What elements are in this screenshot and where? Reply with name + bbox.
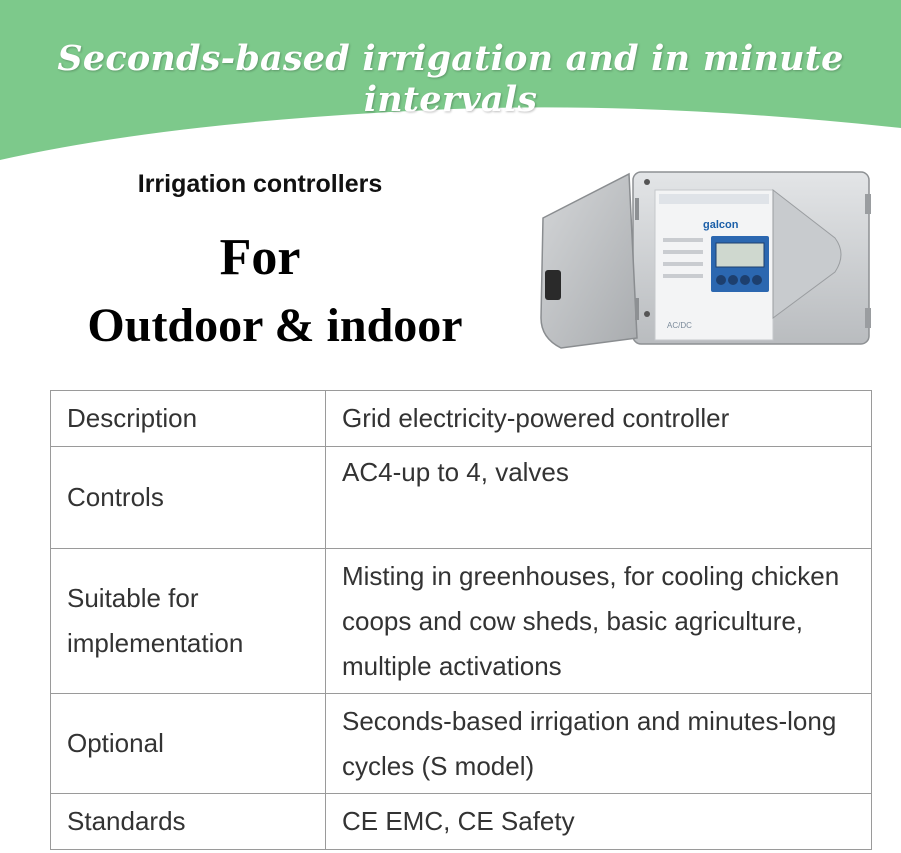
table-row-controls [51,447,872,549]
row-label: Suitable for implementation [51,549,326,694]
row-label: Description [51,391,326,447]
row-label: Controls [51,447,326,549]
banner-title: Seconds-based irrigation and in minute intervals [57,38,844,120]
table-row-suitable [51,549,872,694]
section-subtitle: Irrigation controllers [137,170,383,198]
table-row-optional [51,694,872,794]
row-label: Standards [51,794,326,850]
brand-logo: galcon [703,219,739,231]
heading-for: For [219,229,301,286]
row-value: Misting in greenhouses, for cooling chicken coops and cow sheds, basic agriculture, multiple activations [326,549,872,694]
row-label: Optional [51,694,326,794]
row-value: Grid electricity-powered controller [326,391,872,447]
table-row-standards [51,794,872,850]
row-value: CE EMC, CE Safety [326,794,872,850]
controller-device-image [535,168,875,363]
row-value: Seconds-based irrigation and minutes-long cycles (S model) [326,694,872,794]
table-row-description [51,391,872,447]
spec-table [50,390,872,850]
header-banner [0,0,901,175]
row-value: AC4-up to 4, valves [326,447,872,549]
heading-outdoor-indoor: Outdoor & indoor [87,299,463,352]
panel-label: AC/DC [667,321,692,330]
